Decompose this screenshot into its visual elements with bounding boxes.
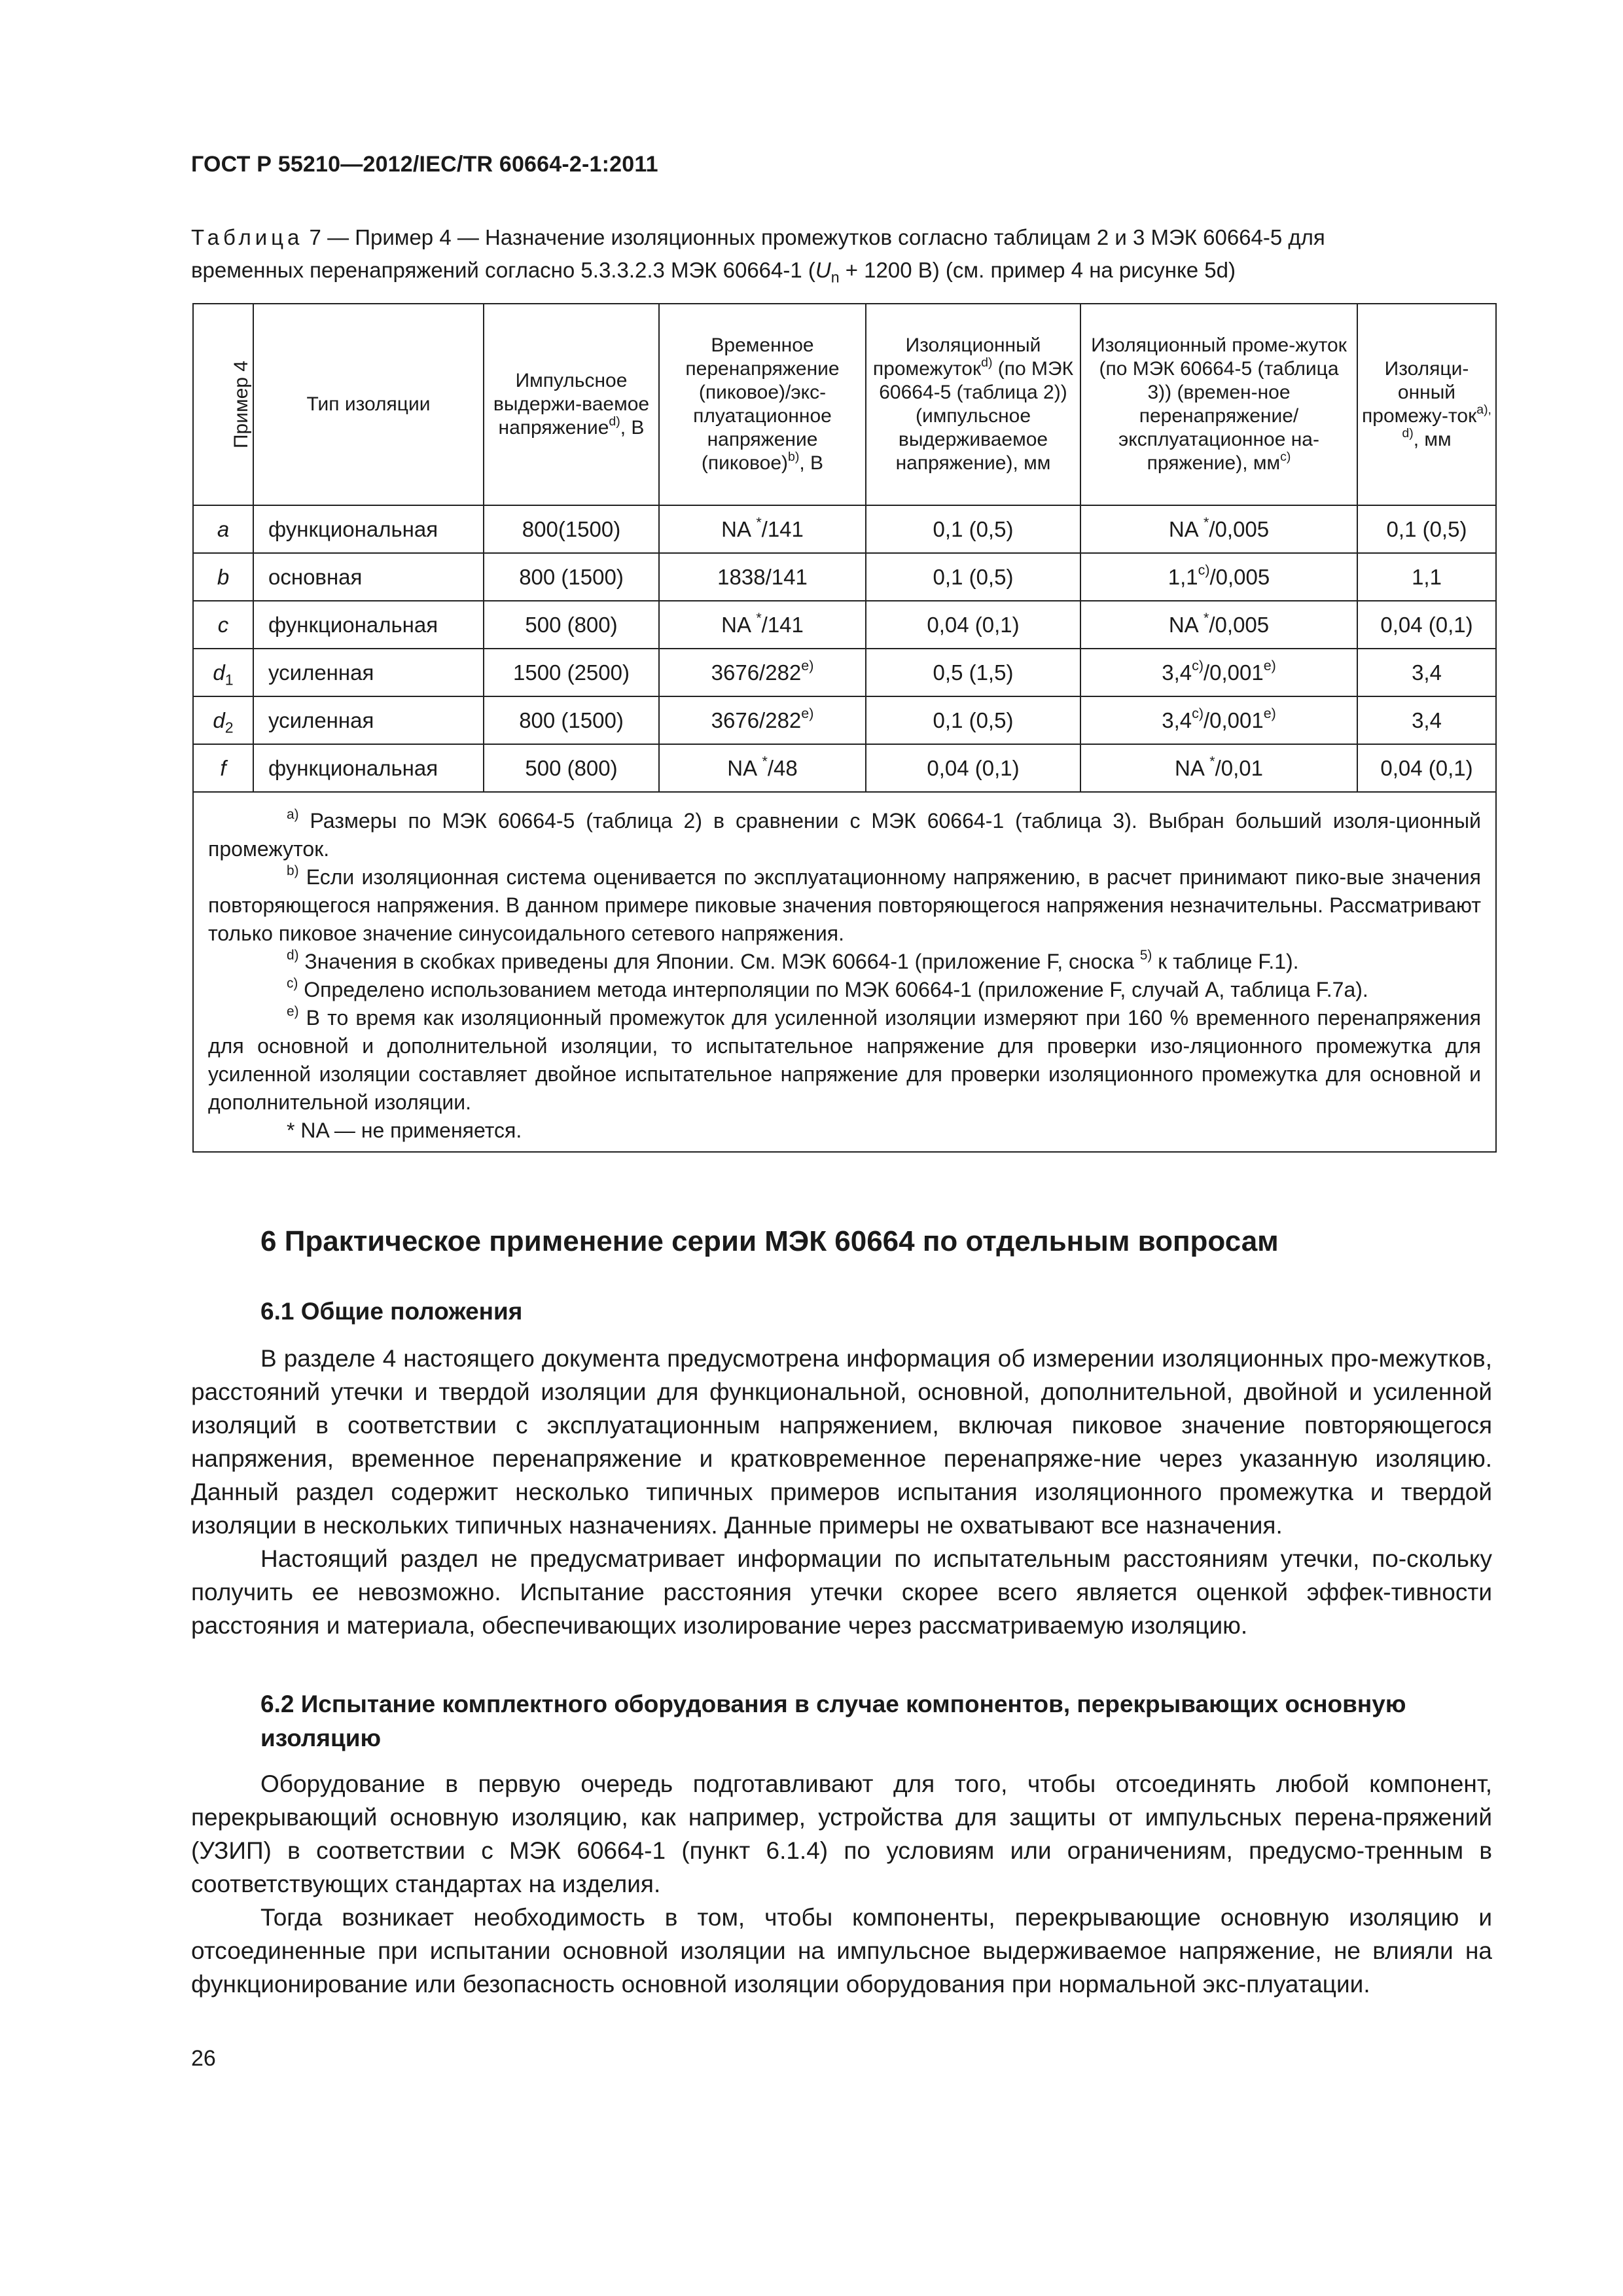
note-d: $^{d)}$ Значения в скобках приведены для Японии. См. МЭК 60664-1 (приложение F, сноска $^{5)}$ к таблице F.1). <box>287 948 1299 973</box>
note-a: $^{a)}$ Размеры по МЭК 60664-5 (таблица 2) в сравнении с МЭК 60664-1 (таблица 3). Выбран больший изоля-ционный промежуток. <box>208 807 1481 861</box>
section-6-1-body <box>191 1342 1492 1642</box>
header-impulse-voltage: Импульсное выдержи-ваемое напряжение$^{d)}$, В <box>484 304 659 505</box>
header-clearance-table2: Изоляционный промежуток$^{d)}$ (по МЭК 60664-5 (таблица 2)) (импульсное выдерживаемое напряжение), мм <box>866 304 1080 505</box>
table-caption-line1: 7 — Пример 4 — Назначение изоляционных промежутков согласно таблицам 2 и 3 МЭК 60664-5 для <box>303 225 1325 249</box>
table-row: $d_2$ усиленная 800 (1500) 3676/282$^{e)}$ 0,1 (0,5) 3,4$^{c)}$/0,001$^{e)}$ 3,4 <box>193 696 1496 744</box>
section-6-2-heading: 6.2 Испытание комплектного оборудования в случае компонентов, перекрывающих основную изоляцию <box>260 1691 1406 1751</box>
table-row: b основная 800 (1500) 1838/141 0,1 (0,5) 1,1$^{c)}$/0,005 1,1 <box>193 553 1496 601</box>
note-e: $^{e)}$ В то время как изоляционный промежуток для усиленной изоляции измеряют при 160 % временного перенапряжения для основной и дополнительной изоляции, то испытательное напряжение для проверки изо-ляционного промежутка для усиленной изоляции составляет двойное испытательное напряжение для проверки изоляционного промежутка для основной и дополнительной изоляции. <box>208 1004 1481 1114</box>
header-clearance: Изоляци-онный промежу-ток$^{a), d)}$, мм <box>1357 304 1496 505</box>
section-6-2-body <box>191 1767 1492 2001</box>
table-row: c функциональная 500 (800) NA */141 0,04 (0,1) NA */0,005 0,04 (0,1) <box>193 601 1496 649</box>
section-6-heading: 6 Практическое применение серии МЭК 60664 по отдельным вопросам <box>260 1225 1279 1257</box>
paragraph: Настоящий раздел не предусматривает информации по испытательным расстояниям утечки, по-скольку получить ее невозможно. Испытание расстояния утечки скорее всего является оценкой эффек-тивности расстояния и материала, обеспечивающих изолирование через рассматриваемую изоляцию. <box>191 1545 1492 1639</box>
document-header: ГОСТ Р 55210—2012/IEC/TR 60664-2-1:2011 <box>191 152 658 177</box>
table-caption: Таблица 7 — Пример 4 — Назначение изоляционных промежутков согласно таблицам 2 и 3 МЭК 60664-5 для временных перенапряжений согласно 5.3.3.2.3 МЭК 60664-1 ($U_n + 1200$ В) (см. пример 4 на рисунке 5d) <box>191 225 1325 286</box>
note-b: $^{b)}$ Если изоляционная система оценивается по эксплуатационному напряжению, в расчет принимают пико-вые значения повторяющегося напряжения. В данном примере пиковые значения повторяющегося напряжения незначительны. Рассматривают только пиковое значение синусоидального сетевого напряжения. <box>208 863 1481 945</box>
table-row: $d_1$ усиленная 1500 (2500) 3676/282$^{e)}$ 0,5 (1,5) 3,4$^{c)}$/0,001$^{e)}$ 3,4 <box>193 649 1496 696</box>
header-example: Пример 4 <box>193 304 253 505</box>
note-c: $^{c)}$ Определено использованием метода интерполяции по МЭК 60664-1 (приложение F, случай A, таблица F.7a). <box>287 976 1368 1001</box>
note-na: * NA — не применяется. <box>287 1119 522 1142</box>
paragraph: В разделе 4 настоящего документа предусмотрена информация об измерении изоляционных про-межутков, расстояний утечки и твердой изоляции для функциональной, основной, дополнительной, двойной и усиленной изоляций в соответствии с эксплуатационным напряжением, включая пиковое значение повторяющегося напряжения, временное перенапряжение и кратковременное перенапряже-ние через указанную изоляцию. Данный раздел содержит несколько типичных примеров испытания изоляционного промежутка и твердой изоляции в нескольких типичных назначениях. Данные примеры не охватывают все назначения. <box>191 1345 1492 1539</box>
header-insulation-type: Тип изоляции <box>253 304 484 505</box>
table-caption-label: Таблица <box>191 225 304 249</box>
clearance-table <box>192 303 1497 1153</box>
paragraph: Тогда возникает необходимость в том, чтобы компоненты, перекрывающие основную изоляцию и отсоединенные при испытании основной изоляции на импульсное выдерживаемое напряжение, не влияли на функционирование или безопасность основной изоляции оборудования при нормальной экс-плуатации. <box>191 1904 1492 1998</box>
paragraph: Оборудование в первую очередь подготавливают для того, чтобы отсоединять любой компонент, перекрывающий основную изоляцию, как например, устройства для защиты от импульсных перена-пряжений (УЗИП) в соответствии с МЭК 60664-1 (пункт 6.1.4) по условиям или ограничениям, предусмо-тренным в соответствующих стандартах на изделия. <box>191 1770 1492 1897</box>
section-6-1-heading: 6.1 Общие положения <box>260 1298 523 1325</box>
table-row: f функциональная 500 (800) NA */48 0,04 (0,1) NA */0,01 0,04 (0,1) <box>193 744 1496 792</box>
table-notes <box>193 792 1496 1152</box>
table-header-row <box>193 304 1496 505</box>
table-row: a функциональная 800(1500) NA */141 0,1 (0,5) NA */0,005 0,1 (0,5) <box>193 505 1496 553</box>
header-clearance-table3: Изоляционный проме-жуток (по МЭК 60664-5 (таблица 3)) (времен-ное перенапряжение/ эксплуатационное на-пряжение), $мм^{c)}$ <box>1080 304 1357 505</box>
page-number: 26 <box>191 2046 216 2071</box>
table-notes-row <box>193 792 1496 1152</box>
header-temporary-overvoltage: Временное перенапряжение (пиковое)/экс-плуатационное напряжение (пиковое)$^{b)}$, В <box>659 304 866 505</box>
